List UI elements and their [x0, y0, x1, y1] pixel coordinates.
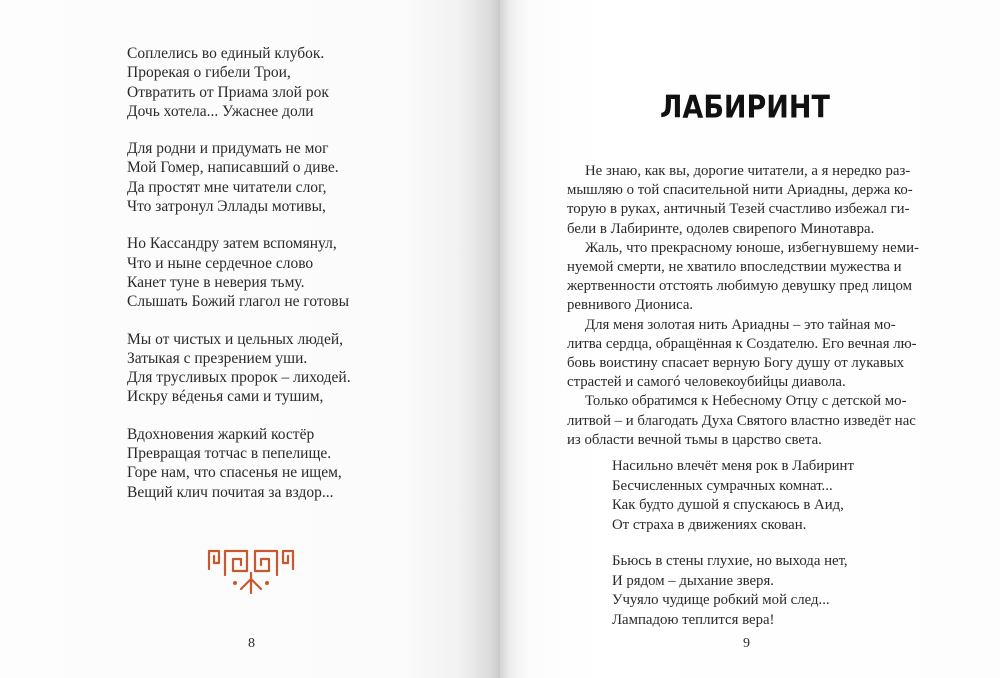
verse-text — [612, 457, 854, 647]
poem-line: Вдохновения жаркий костёр — [127, 425, 315, 443]
poem-line: Вещий клич почитая за вздор... — [127, 483, 334, 501]
verse-line: Как будто душой я спускаюсь в Аид, — [612, 497, 844, 513]
poem-line: Да простят мне читатели слог, — [127, 178, 327, 196]
paragraph-line: из области вечной тьмы в царство света. — [567, 431, 822, 448]
paragraph — [567, 162, 913, 239]
verse-line: От страха в движениях скован. — [612, 516, 807, 533]
paragraph-line: ревнивого Диониса. — [567, 297, 694, 314]
verse-line: Насильно влечёт меня рок в Лабиринт — [612, 458, 854, 474]
poem-line: Но Кассандру затем вспомянул, — [127, 235, 337, 253]
paragraph-line: литва сердца, обращённая к Создателю. Его вечная лю- — [567, 335, 917, 352]
page-number: 8 — [248, 636, 255, 651]
paragraph-line: Не знаю, как вы, дорогие читатели, а я нередко раз- — [585, 163, 911, 179]
poem-line: Искру вéденья сами и тушим, — [127, 388, 324, 406]
stanza — [127, 425, 351, 502]
verse-line: Бьюсь в стены глухие, но выхода нет, — [612, 553, 848, 569]
poem-line: Прорекая о гибели Трои, — [127, 64, 291, 82]
verse-line: Бесчисленных сумрачных комнат... — [612, 477, 833, 494]
poem-text — [127, 44, 351, 520]
stanza — [127, 44, 351, 121]
paragraph-line: Для меня золотая нить Ариадны – это тайная мо- — [585, 316, 896, 333]
paragraph-line: жертвенности отстоять любимую девушку пред лицом — [567, 278, 912, 295]
paragraph — [567, 316, 917, 393]
paragraph-line: бели в Лабиринте, одолев свирепого Минотавра. — [567, 220, 875, 237]
chapter-title: ЛАБИРИНТ — [660, 89, 830, 126]
poem-line: Превращая тотчас в пепелище. — [127, 445, 332, 463]
prose-text — [567, 162, 919, 450]
poem-line: Что затронул Эллады мотивы, — [127, 198, 326, 216]
verse-line: И рядом – дыхание зверя. — [612, 572, 774, 589]
verse-stanza — [612, 457, 854, 535]
paragraph-line: торую в руках, античный Тезей счастливо избежал ги- — [567, 201, 910, 218]
page-number: 9 — [743, 636, 750, 651]
poem-line: Для родни и придумать не мог — [127, 140, 329, 158]
paragraph — [567, 239, 919, 316]
verse-stanza — [612, 552, 854, 630]
paragraph — [567, 392, 916, 450]
poem-line: Горе нам, что спасенья не ищем, — [127, 464, 342, 482]
poem-line: Соплелись во единый клубок. — [127, 45, 325, 62]
paragraph-line: литвой – и благодать Духа Святого властно изведёт нас — [567, 412, 916, 429]
stanza — [127, 234, 351, 311]
poem-line: Дочь хотела... Ужаснее доли — [127, 102, 314, 120]
poem-line: Мы от чистых и цельных людей, — [127, 330, 343, 348]
paragraph-line: мышляю о той спасительной нити Ариадны, держа ко- — [567, 182, 913, 199]
paragraph-line: бовь воистину спасает верную Богу душу от лукавых — [567, 355, 905, 372]
poem-line: Что и ныне сердечное слово — [127, 254, 314, 272]
stanza — [127, 139, 351, 216]
poem-line: Канет туне в неверия тьму. — [127, 273, 305, 291]
stanza — [127, 330, 351, 407]
poem-line: Затыкая с презрением уши. — [127, 349, 308, 367]
paragraph-line: Жаль, что прекрасному юноше, избегнувшему неми- — [585, 239, 919, 256]
poem-line: Отвратить от Приама злой рок — [127, 83, 329, 101]
poem-line: Слышать Божий глагол не готовы — [127, 293, 349, 311]
paragraph-line: Только обратимся к Небесному Отцу с детской мо- — [585, 393, 907, 410]
verse-line: Лампадою теплится вера! — [612, 611, 775, 628]
poem-line: Мой Гомер, написавший о диве. — [127, 159, 339, 177]
paragraph-line: страстей и самогó человекоубийцы диавола. — [567, 374, 846, 391]
right-page — [500, 0, 1000, 678]
verse-line: Учуяло чудище робкий мой след... — [612, 592, 830, 608]
paragraph-line: нуемой смерти, не хватило впоследствии мужества и — [567, 259, 902, 276]
greek-key-ornament — [205, 543, 297, 601]
poem-line: Для трусливых пророк – лиходей. — [127, 369, 351, 387]
